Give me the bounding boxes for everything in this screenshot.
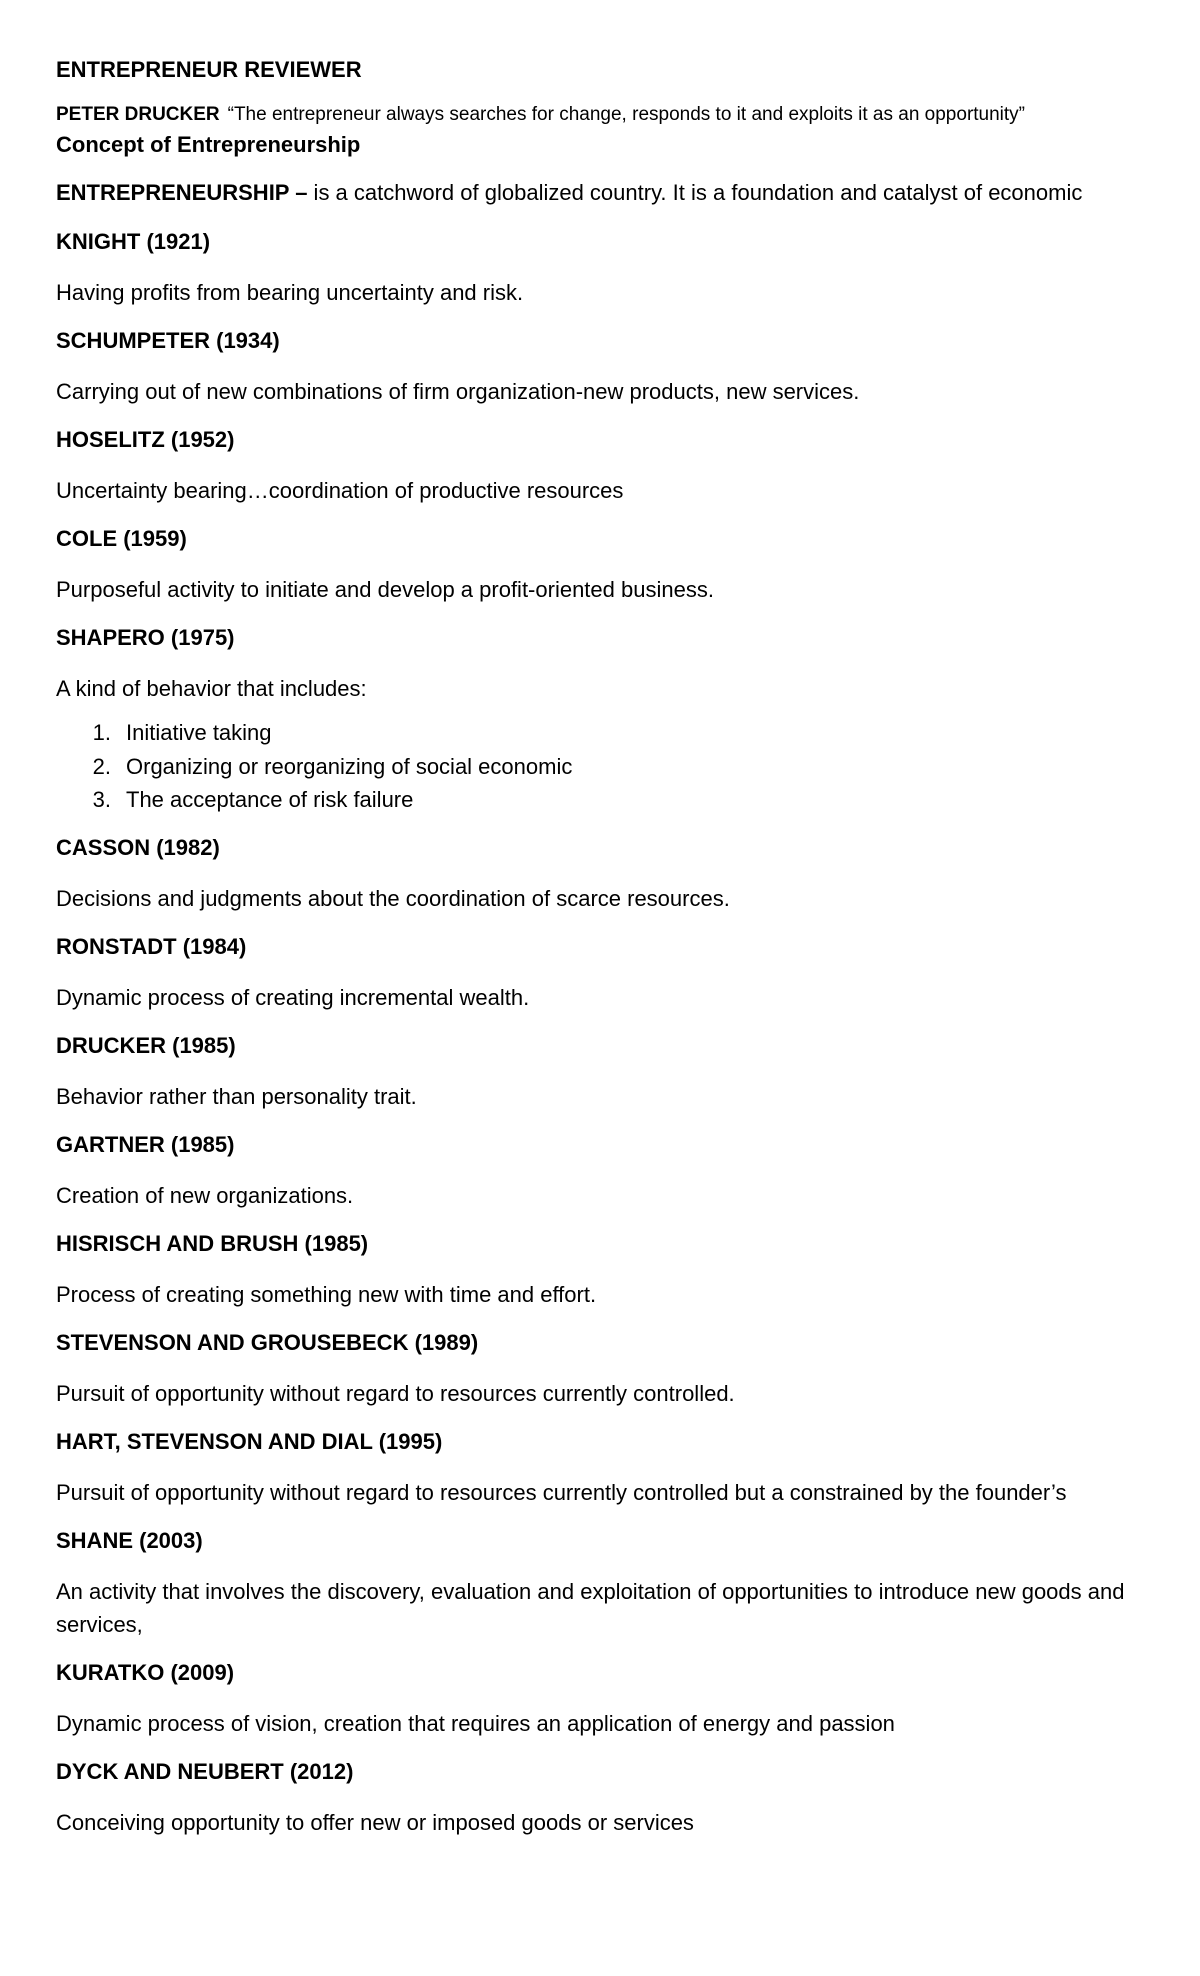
- list-item: [56, 716, 1156, 750]
- entry-heading: CASSON (1982): [56, 834, 220, 860]
- entry-text: Pursuit of opportunity without regard to resources currently controlled but a constrained by the founder’s: [56, 1479, 1067, 1505]
- entry-text: Conceiving opportunity to offer new or imposed goods or services: [56, 1809, 694, 1835]
- entry-heading: HOSELITZ (1952): [56, 427, 235, 452]
- entry-text: Dynamic process of creating incremental wealth.: [56, 984, 530, 1010]
- entry-text: Dynamic process of vision, creation that requires an application of energy and passion: [56, 1710, 895, 1736]
- entry-text: An activity that involves the discovery, evaluation and exploitation of opportunities to introduce new goods and services,: [56, 1578, 1125, 1637]
- entry-text: Behavior rather than personality trait.: [56, 1083, 417, 1109]
- entry-heading: DRUCKER (1985): [56, 1032, 236, 1058]
- quote-author: PETER DRUCKER: [56, 104, 220, 125]
- entry-text: Purposeful activity to initiate and develop a profit-oriented business.: [56, 577, 714, 602]
- entry-heading: COLE (1959): [56, 526, 187, 551]
- shapero-list: [56, 716, 1156, 817]
- quote-text: “The entrepreneur always searches for change, responds to it and exploits it as an opportunity”: [227, 104, 1026, 125]
- entry-heading: KNIGHT (1921): [56, 229, 211, 254]
- list-item-text: Organizing or reorganizing of social economic: [126, 753, 573, 779]
- document-title: ENTREPRENEUR REVIEWER: [56, 57, 362, 82]
- list-item-text: Initiative taking: [126, 720, 272, 745]
- entry-heading: GARTNER (1985): [56, 1131, 235, 1157]
- entrepreneurship-definition: [56, 178, 1156, 208]
- entry-heading: DYCK AND NEUBERT (2012): [56, 1758, 354, 1784]
- document-page: [56, 56, 1156, 1856]
- entry-text: Process of creating something new with time and effort.: [56, 1281, 597, 1307]
- definition-term: ENTREPRENEURSHIP –: [56, 180, 308, 205]
- entry-heading: SHAPERO (1975): [56, 625, 235, 650]
- entry-text: Uncertainty bearing…coordination of productive resources: [56, 478, 624, 503]
- list-item: [56, 750, 1156, 784]
- list-number: 2.: [92, 753, 111, 779]
- entry-text: Having profits from bearing uncertainty and risk.: [56, 280, 524, 305]
- entry-heading: HISRISCH AND BRUSH (1985): [56, 1230, 369, 1256]
- concept-heading: Concept of Entrepreneurship: [56, 132, 361, 157]
- entry-heading: KURATKO (2009): [56, 1659, 235, 1685]
- entry-heading: HART, STEVENSON AND DIAL (1995): [56, 1428, 443, 1454]
- entry-text: Creation of new organizations.: [56, 1182, 354, 1208]
- entry-heading: SHANE (2003): [56, 1527, 203, 1553]
- drucker-quote: [56, 102, 1156, 128]
- list-number: 3.: [92, 787, 111, 812]
- entry-heading: SCHUMPETER (1934): [56, 328, 280, 353]
- list-item: [56, 783, 1156, 817]
- entry-text: Decisions and judgments about the coordination of scarce resources.: [56, 885, 730, 911]
- definition-text: is a catchword of globalized country. It is a foundation and catalyst of economic: [307, 180, 1083, 205]
- entry-text: Pursuit of opportunity without regard to resources currently controlled.: [56, 1380, 735, 1406]
- list-number: 1.: [92, 720, 111, 745]
- entry-text: Carrying out of new combinations of firm organization-new products, new services.: [56, 379, 860, 404]
- entry-text: A kind of behavior that includes:: [56, 676, 367, 701]
- entry-heading: STEVENSON AND GROUSEBECK (1989): [56, 1329, 479, 1355]
- list-item-text: The acceptance of risk failure: [126, 787, 414, 812]
- entry-heading: RONSTADT (1984): [56, 933, 247, 959]
